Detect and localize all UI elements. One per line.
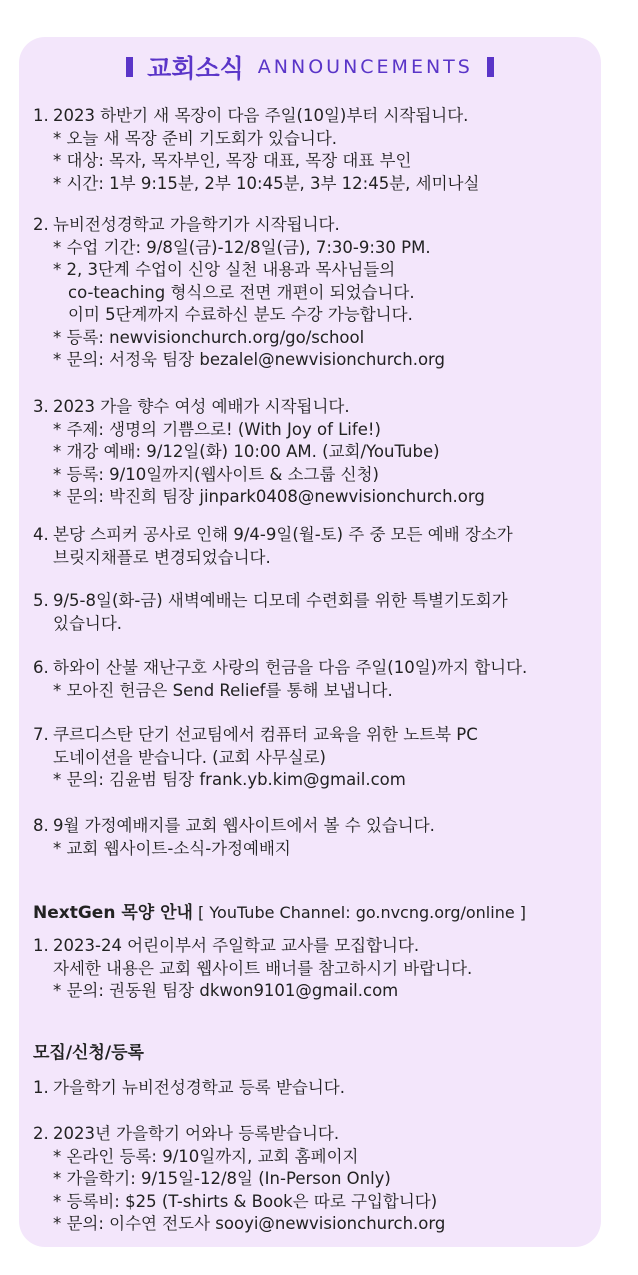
item-detail: * 대상: 목자, 목자부인, 목장 대표, 목장 대표 부인 <box>53 151 412 170</box>
item-detail: * 문의: 이수연 전도사 sooyi@newvisionchurch.org <box>53 1214 446 1233</box>
item-number: 8. <box>33 816 49 835</box>
item-number: 2. <box>33 1124 49 1143</box>
item-text: 브릿지채플로 변경되었습니다. <box>53 547 271 567</box>
item-text: 있습니다. <box>53 613 123 633</box>
nextgen-section-title <box>33 901 526 925</box>
item-detail: * 주제: 생명의 기쁨으로! (With Joy of Life!) <box>53 419 381 439</box>
item-text: 도네이션을 받습니다. (교회 사무실로) <box>53 747 326 767</box>
item-text: 2023 가을 향수 여성 예배가 시작됩니다. <box>53 397 350 416</box>
item-line <box>33 815 599 838</box>
item-line <box>33 105 599 128</box>
item-line <box>33 747 599 770</box>
nextgen-item-1 <box>33 935 599 1003</box>
item-detail: * 문의: 권동원 팀장 dkwon9101@gmail.com <box>53 981 399 1000</box>
item-detail: * 온라인 등록: 9/10일까지, 교회 홈페이지 <box>53 1146 359 1166</box>
item-line <box>33 396 599 419</box>
recruit-section-title <box>33 1041 144 1065</box>
item-number: 1. <box>33 106 49 125</box>
item-text: 본당 스피커 공사로 인해 9/4-9일(월-토) 주 중 모든 예배 장소가 <box>53 525 513 544</box>
nextgen-title: NextGen 목양 안내 <box>33 903 193 923</box>
announcement-item-6 <box>33 657 599 702</box>
item-text: 9월 가정예배지를 교회 웹사이트에서 볼 수 있습니다. <box>53 816 435 835</box>
item-detail: * 교회 웹사이트-소식-가정예배지 <box>53 838 291 858</box>
item-line <box>33 613 599 636</box>
header-bar-left <box>126 57 133 77</box>
item-number <box>33 747 53 770</box>
announcement-item-7 <box>33 724 599 792</box>
item-text: 2023-24 어린이부서 주일학교 교사를 모집합니다. <box>53 936 420 955</box>
item-text: 9/5-8일(화-금) 새벽예배는 디모데 수련회를 위한 특별기도회가 <box>53 591 508 610</box>
recruit-title: 모집/신청/등록 <box>33 1043 144 1063</box>
item-line <box>33 590 599 613</box>
announcements-header <box>19 47 601 87</box>
item-number: 7. <box>33 725 49 744</box>
item-number <box>33 958 53 981</box>
item-line <box>33 547 599 570</box>
item-text: 2023 하반기 새 목장이 다음 주일(10일)부터 시작됩니다. <box>53 106 469 125</box>
item-detail: * 시간: 1부 9:15분, 2부 10:45분, 3부 12:45분, 세미나실 <box>53 173 480 193</box>
announcement-item-5 <box>33 590 599 635</box>
announcement-item-1 <box>33 105 599 195</box>
item-number <box>33 613 53 636</box>
item-text: 가을학기 뉴비전성경학교 등록 받습니다. <box>53 1078 345 1097</box>
item-detail: * 문의: 김윤범 팀장 frank.yb.kim@gmail.com <box>53 770 406 789</box>
item-detail: * 오늘 새 목장 준비 기도회가 있습니다. <box>53 128 338 148</box>
item-line <box>33 214 599 237</box>
item-number: 6. <box>33 658 49 677</box>
item-detail: 이미 5단계까지 수료하신 분도 수강 가능합니다. <box>68 305 413 324</box>
item-line <box>33 1123 599 1146</box>
item-detail: co-teaching 형식으로 전면 개편이 되었습니다. <box>68 282 415 302</box>
item-number <box>33 547 53 570</box>
item-detail: * 문의: 서정욱 팀장 bezalel@newvisionchurch.org <box>53 350 446 369</box>
announcement-item-8 <box>33 815 599 860</box>
item-detail: * 문의: 박진희 팀장 jinpark0408@newvisionchurch.org <box>53 487 485 506</box>
recruit-item-1 <box>33 1077 599 1100</box>
item-number: 1. <box>33 1078 49 1097</box>
item-text: 하와이 산불 재난구호 사랑의 헌금을 다음 주일(10일)까지 합니다. <box>53 658 528 677</box>
item-detail: * 등록비: $25 (T-shirts & Book은 따로 구입합니다) <box>53 1191 438 1211</box>
item-detail: * 등록: 9/10일까지(웹사이트 & 소그룹 신청) <box>53 464 379 484</box>
item-line <box>33 724 599 747</box>
item-number: 4. <box>33 525 49 544</box>
item-detail: * 모아진 헌금은 Send Relief를 통해 보냅니다. <box>53 680 393 700</box>
item-line <box>33 1077 599 1100</box>
header-bar-right <box>487 57 494 77</box>
announcements-panel <box>19 37 601 1247</box>
announcement-item-3 <box>33 396 599 509</box>
item-number: 3. <box>33 397 49 416</box>
item-detail: * 개강 예배: 9/12일(화) 10:00 AM. (교회/YouTube) <box>53 442 440 461</box>
item-text: 쿠르디스탄 단기 선교팀에서 컴퓨터 교육을 위한 노트북 PC <box>53 725 478 744</box>
item-line <box>33 524 599 547</box>
title-korean: 교회소식 <box>147 54 244 83</box>
item-line <box>33 657 599 680</box>
recruit-item-2 <box>33 1123 599 1236</box>
title-english: ANNOUNCEMENTS <box>257 56 473 78</box>
item-text: 2023년 가을학기 어와나 등록받습니다. <box>53 1124 340 1143</box>
item-detail: * 2, 3단계 수업이 신앙 실천 내용과 목사님들의 <box>53 260 396 279</box>
item-text: 자세한 내용은 교회 웹사이트 배너를 참고하시기 바랍니다. <box>53 958 473 978</box>
item-number: 5. <box>33 591 49 610</box>
item-detail: * 수업 기간: 9/8일(금)-12/8일(금), 7:30-9:30 PM. <box>53 237 431 257</box>
nextgen-note: [ YouTube Channel: go.nvcng.org/online ] <box>192 903 526 922</box>
item-line <box>33 935 599 958</box>
item-detail: * 등록: newvisionchurch.org/go/school <box>53 327 365 347</box>
item-number: 1. <box>33 936 49 955</box>
announcement-item-2 <box>33 214 599 372</box>
item-number: 2. <box>33 215 49 234</box>
item-line <box>33 958 599 981</box>
item-text: 뉴비전성경학교 가을학기가 시작됩니다. <box>53 215 340 234</box>
announcement-item-4 <box>33 524 599 569</box>
item-detail: * 가을학기: 9/15일-12/8일 (In-Person Only) <box>53 1169 391 1188</box>
